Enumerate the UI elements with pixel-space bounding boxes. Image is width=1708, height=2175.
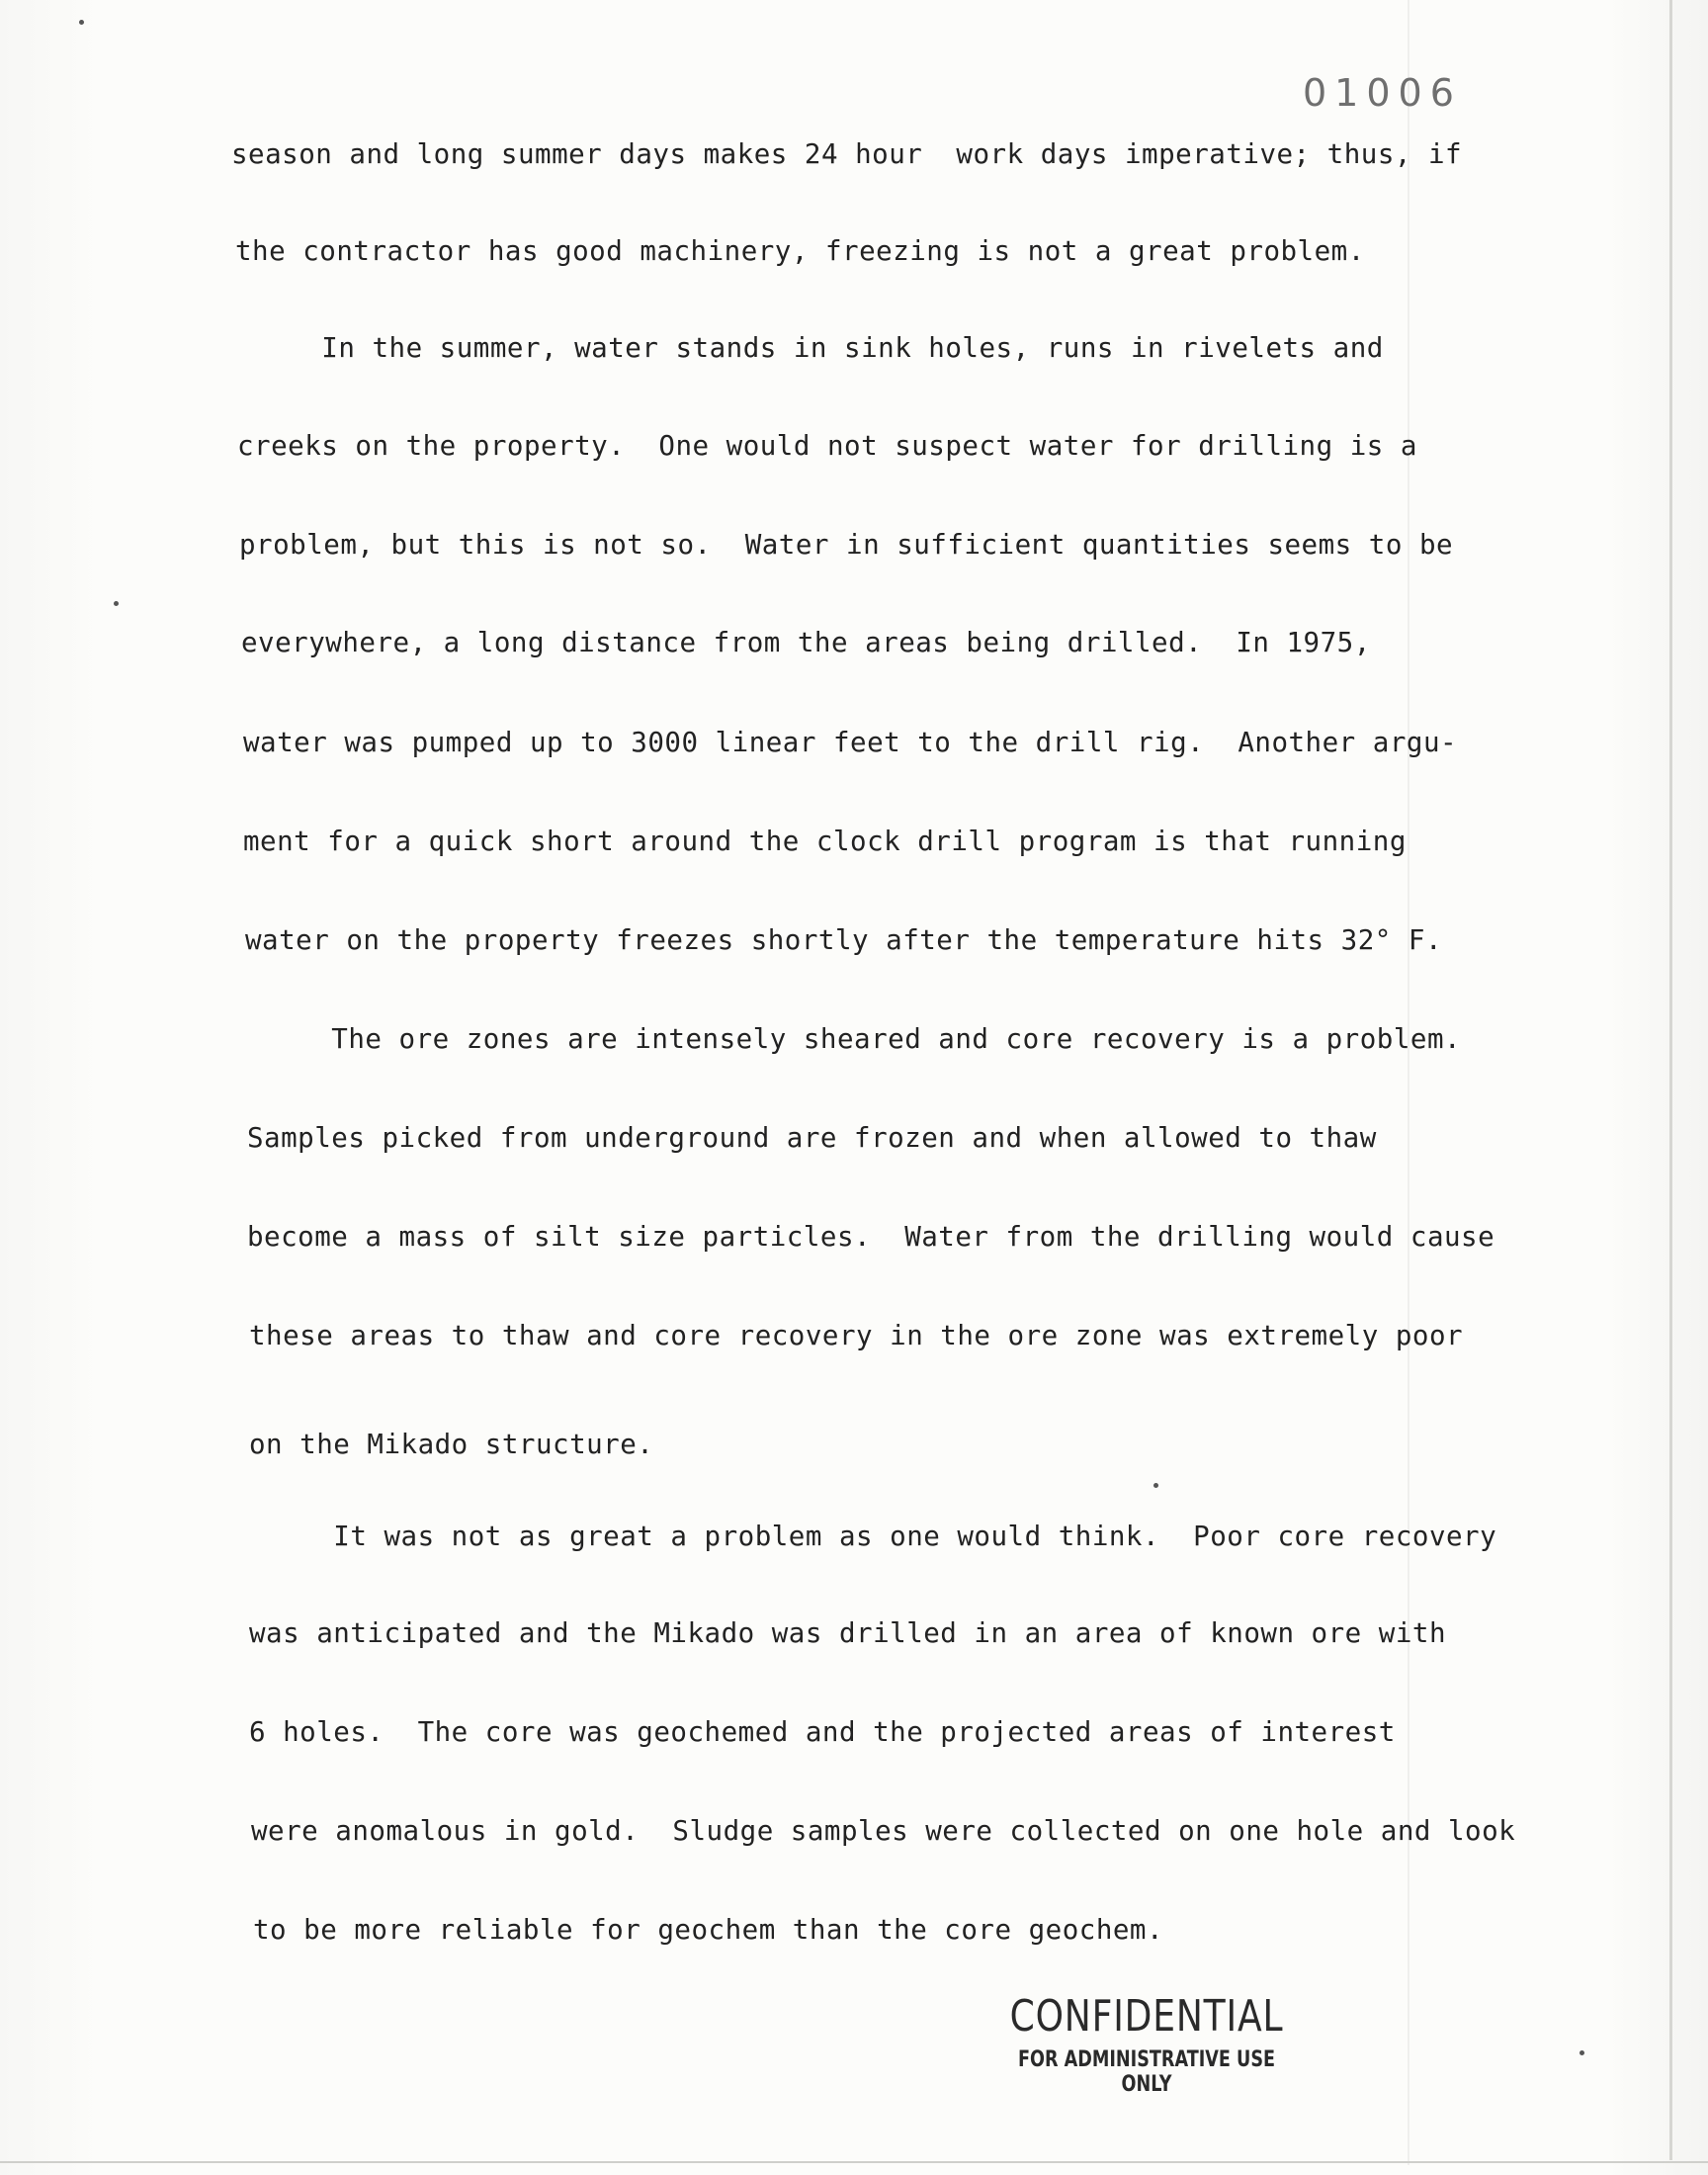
text-line: was anticipated and the Mikado was drilled in an area of known ore with [249,1617,1447,1649]
text-line: everywhere, a long distance from the areas being drilled. In 1975, [241,627,1371,658]
stamp-title: CONFIDENTIAL [1009,1991,1284,2042]
text-line: creeks on the property. One would not suspect water for drilling is a [237,430,1417,462]
text-line: ment for a quick short around the clock drill program is that running [243,826,1407,857]
text-line: season and long summer days makes 24 hour work days imperative; thus, if [231,138,1463,170]
text-line: problem, but this is not so. Water in sufficient quantities seems to be [239,529,1454,561]
text-line: It was not as great a problem as one would think. Poor core recovery [249,1521,1497,1552]
text-line: were anomalous in gold. Sludge samples were collected on one hole and look [251,1815,1516,1847]
text-line: become a mass of silt size particles. Water from the drilling would cause [247,1221,1495,1253]
text-line: 6 holes. The core was geochemed and the projected areas of interest [249,1716,1396,1748]
text-line: In the summer, water stands in sink holes, runs in rivelets and [237,332,1384,364]
text-line: The ore zones are intensely sheared and core recovery is a problem. [247,1023,1462,1055]
page-edge-bottom [0,2161,1708,2163]
text-line: water on the property freezes shortly after the temperature hits 32° F. [245,924,1443,956]
text-line: to be more reliable for geochem than the core geochem. [253,1914,1164,1946]
document-number: 01006 [1303,71,1462,115]
confidential-stamp [974,1991,1320,2097]
text-line: Samples picked from underground are frozen and when allowed to thaw [247,1122,1377,1154]
ink-speck [1153,1483,1158,1488]
ink-speck [114,601,119,606]
page-edge-right [1669,0,1672,2160]
stamp-subtitle: FOR ADMINISTRATIVE USE ONLY [1017,2047,1276,2097]
ink-speck [79,20,84,25]
text-line: water was pumped up to 3000 linear feet to the drill rig. Another argu- [243,727,1458,758]
text-line: these areas to thaw and core recovery in the ore zone was extremely poor [249,1320,1464,1351]
ink-speck [1580,2050,1584,2055]
text-line: the contractor has good machinery, freezing is not a great problem. [235,235,1365,267]
text-line: on the Mikado structure. [249,1429,654,1460]
